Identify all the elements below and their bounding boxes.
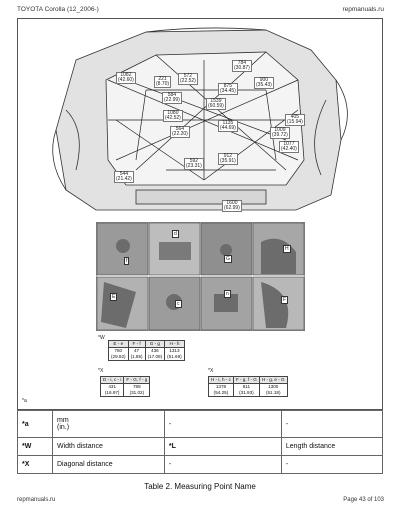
cell-sub: (51.18)	[265, 390, 281, 395]
table-cell	[124, 384, 150, 397]
callout-value: 900	[259, 77, 269, 83]
header-title: TOYOTA Corolla (12_2006-)	[17, 6, 99, 13]
cell-sub: (1.85)	[130, 354, 143, 359]
callout-sub: (42.60)	[118, 77, 134, 83]
callout-value: 584	[167, 92, 177, 98]
page-header	[17, 6, 384, 16]
photo-label: d	[174, 231, 177, 237]
legend-table	[17, 410, 383, 474]
callout-sub: (23.31)	[186, 163, 202, 169]
cell-value: 1378	[215, 384, 227, 389]
callout-value: 1600	[226, 200, 238, 206]
callout-box	[285, 114, 305, 126]
legend-row	[18, 456, 383, 474]
legend-symbol2: -	[164, 411, 281, 438]
callout-box	[178, 73, 198, 85]
callout-value: 1539	[210, 98, 222, 104]
table-header: E - e	[109, 341, 129, 348]
cell-sub: (51.69)	[167, 354, 182, 359]
cell-value: 436	[151, 348, 159, 353]
callout-sub: (60.59)	[208, 103, 224, 109]
legend-desc-b: -	[281, 456, 382, 474]
cell-value: 1313	[169, 348, 180, 353]
legend-desc: Diagonal distance	[53, 456, 165, 474]
callout-sub: (42.40)	[281, 146, 297, 152]
callout-sub: (34.45)	[220, 88, 236, 94]
legend-desc	[53, 411, 165, 438]
callout-sub: (35.43)	[256, 82, 272, 88]
table-cell	[165, 348, 185, 361]
cell-value: 760	[114, 348, 123, 353]
callout-value: 592	[189, 158, 199, 164]
legend-symbol: *a	[18, 411, 53, 438]
callout-box	[163, 110, 183, 122]
cell-value: 811	[242, 384, 251, 389]
callout-value: 1082	[120, 72, 132, 78]
cell-value: 1300	[268, 384, 279, 389]
table-header: H - g, e - G	[259, 377, 287, 384]
cell-value: 47	[134, 348, 140, 353]
callout-value: 221	[158, 76, 167, 82]
callout-box	[279, 141, 299, 153]
table-header: F - f	[128, 341, 145, 348]
header-site: repmanuals.ru	[342, 6, 384, 13]
measuring-point-photos	[96, 222, 305, 331]
callout-box	[218, 83, 238, 95]
callout-box	[116, 72, 136, 84]
table-header: H - h	[165, 341, 185, 348]
callout-sub: (22.52)	[180, 78, 196, 84]
callout-box	[218, 153, 238, 165]
table-cell	[128, 348, 145, 361]
legend-symbol: *X	[18, 456, 53, 474]
corner-mark: *a	[22, 398, 27, 404]
legend-desc-b: Length distance	[281, 438, 382, 456]
callout-box	[254, 77, 274, 89]
diagonal-table-right	[208, 376, 288, 397]
callout-sub: (22.20)	[172, 131, 188, 137]
legend-desc-line: (in.)	[57, 424, 70, 431]
cell-sub: (17.09)	[147, 354, 163, 359]
callout-value: 405	[290, 114, 300, 120]
callout-sub: (8.70)	[156, 81, 170, 87]
diagonal-table-left	[100, 376, 150, 397]
callout-value: 544	[119, 171, 129, 177]
table-header: D - i, c - i	[101, 377, 124, 384]
callout-sub: (22.99)	[164, 97, 180, 103]
table-header: H - i, h - c	[209, 377, 234, 384]
callout-value: 1135	[222, 120, 234, 126]
photo-label: f	[126, 258, 128, 264]
cell-sub: (31.02)	[129, 390, 145, 395]
table-cell	[101, 384, 124, 397]
callout-value: 1080	[167, 110, 179, 116]
callout-value: 572	[183, 73, 193, 79]
callout-box	[222, 200, 242, 212]
callout-value: 1077	[283, 141, 295, 147]
callout-sub: (15.94)	[287, 119, 303, 125]
table-header: F - g, f - G	[233, 377, 259, 384]
table-cell	[259, 384, 287, 397]
callout-value: 912	[223, 153, 233, 159]
callout-value: 1009	[274, 127, 286, 133]
legend-symbol2: *L	[164, 438, 281, 456]
callout-value: 564	[175, 126, 185, 132]
callout-box	[270, 127, 290, 139]
legend-symbol: *W	[18, 438, 53, 456]
table-header: G - g	[145, 341, 165, 348]
callout-box	[218, 120, 238, 132]
callout-sub: (42.52)	[165, 115, 181, 121]
legend-desc-b: -	[281, 411, 382, 438]
callout-sub: (30.87)	[234, 65, 250, 71]
page-footer	[17, 497, 384, 507]
photo-label: H	[285, 246, 289, 252]
photo-label: F	[283, 297, 287, 303]
cell-sub: (31.93)	[239, 390, 254, 395]
table-cell	[145, 348, 165, 361]
cell-sub: (16.97)	[104, 390, 120, 395]
callout-box	[162, 92, 182, 104]
table-cell	[109, 348, 129, 361]
cell-sub: (54.25)	[213, 390, 229, 395]
callout-sub: (39.72)	[272, 132, 288, 138]
legend-row	[18, 438, 383, 456]
callout-box	[232, 60, 252, 72]
cell-sub: (29.92)	[111, 354, 126, 359]
callout-box	[114, 171, 134, 183]
table-cell	[233, 384, 259, 397]
footer-site: repmanuals.ru	[17, 497, 56, 503]
photo-label: E	[112, 294, 116, 300]
legend-row	[18, 411, 383, 438]
callout-value: 784	[237, 60, 247, 66]
photo-label: G	[226, 256, 230, 262]
callout-box	[154, 76, 171, 88]
table1-mark: *W	[98, 335, 105, 341]
callout-sub: (62.99)	[224, 205, 240, 211]
callout-sub: (21.42)	[116, 176, 132, 182]
photo-label: c	[177, 301, 180, 307]
cell-value: 788	[133, 384, 141, 389]
legend-desc-line: mm	[57, 417, 69, 424]
legend-desc: Width distance	[53, 438, 165, 456]
cell-value: 431	[108, 384, 117, 389]
photo-label: n	[226, 291, 229, 297]
width-distance-table	[108, 340, 185, 361]
callout-sub: (35.91)	[220, 158, 236, 164]
car-body-illustration	[36, 20, 366, 218]
page-number: Page 43 of 103	[343, 497, 384, 503]
callout-box	[206, 98, 226, 110]
callout-box	[170, 126, 190, 138]
table-cell	[209, 384, 234, 397]
table3-mark: *X	[208, 368, 214, 374]
table-caption: Table 2. Measuring Point Name	[144, 482, 256, 491]
legend-symbol2: -	[164, 456, 281, 474]
callout-value: 875	[223, 83, 233, 89]
callout-sub: (44.69)	[220, 125, 236, 131]
callout-box	[184, 158, 204, 170]
table-header: F - G, f - g	[124, 377, 150, 384]
table2-mark: *X	[98, 368, 104, 374]
